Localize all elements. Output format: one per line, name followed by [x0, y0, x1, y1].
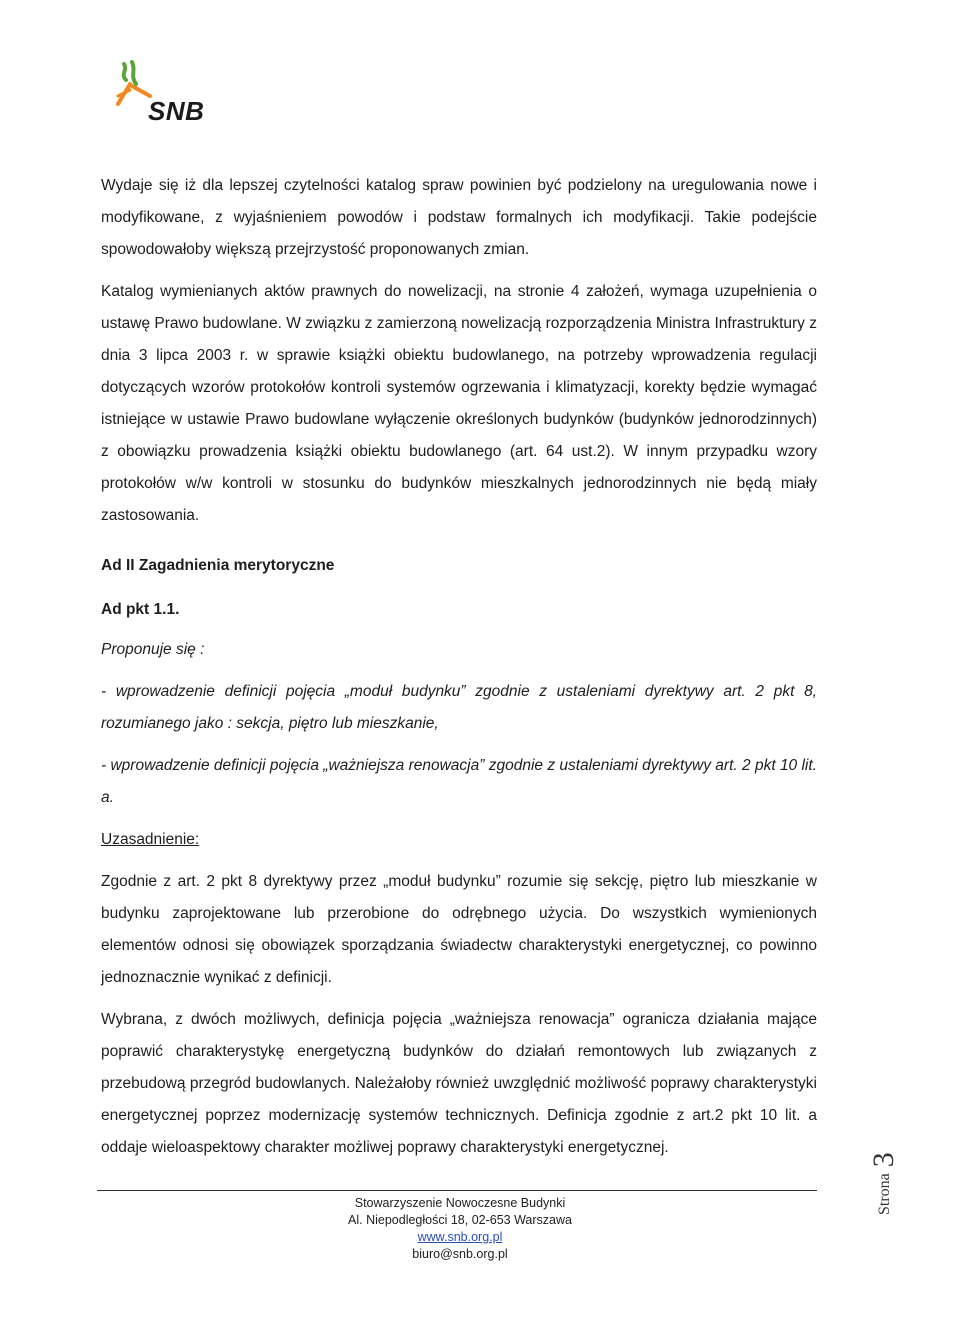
- proposal-item-1: - wprowadzenie definicji pojęcia „moduł budynku” zgodnie z ustaleniami dyrektywy art. 2 pkt 8, rozumianego jako : sekcja, piętro lub mieszkanie,: [101, 683, 817, 732]
- footer-divider: [97, 1190, 817, 1191]
- footer-email: biuro@snb.org.pl: [412, 1247, 508, 1261]
- justification-paragraph-1: Zgodnie z art. 2 pkt 8 dyrektywy przez „moduł budynku” rozumie się sekcję, piętro lub mieszkanie w budynku zaprojektowane lub przerobione do odrębnego użycia. Do wszystkich wymienionych elementów odnosi się obowiązek sporządzania świadectw charakterystyki energetycznej, co powinno jednoznacznie wynikać z definicji.: [101, 873, 817, 986]
- proposal-label: Proponuje się :: [101, 641, 205, 658]
- section-heading: Ad II Zagadnienia merytoryczne: [101, 557, 335, 574]
- document-body: [101, 170, 817, 1174]
- page-label: Strona: [876, 1173, 893, 1215]
- page-number-value: 3: [867, 1152, 900, 1168]
- footer: [300, 1195, 620, 1263]
- paragraph-1: Wydaje się iż dla lepszej czytelności katalog spraw powinien być podzielony na uregulowania nowe i modyfikowane, z wyjaśnieniem powodów i podstaw formalnych ich modyfikacji. Takie podejście spowodowałoby większą przejrzystość proponowanych zmian.: [101, 177, 817, 258]
- justification-label: Uzasadnienie:: [101, 831, 200, 848]
- footer-website-link[interactable]: www.snb.org.pl: [417, 1230, 503, 1244]
- footer-org: Stowarzyszenie Nowoczesne Budynki: [354, 1196, 566, 1210]
- paragraph-2: Katalog wymienianych aktów prawnych do nowelizacji, na stronie 4 założeń, wymaga uzupełnienia o ustawę Prawo budowlane. W związku z zamierzoną nowelizacją rozporządzenia Ministra Infrastruktury z dnia 3 lipca 2003 r. w sprawie książki obiektu budowlanego, na potrzeby wprowadzenia regulacji dotyczących wzorów protokołów kontroli systemów ogrzewania i klimatyzacji, korekty będzie wymagać istniejące w ustawie Prawo budowlane wyłączenie określonych budynków (budynków jednorodzinnych) z obowiązku prowadzenia książki obiektu budowlanego (art. 64 ust.2). W innym przypadku wzory protokołów w/w kontroli w stosunku do budynków mieszkalnych jednorodzinnych nie będą miały zastosowania.: [101, 283, 817, 524]
- subheading: Ad pkt 1.1.: [101, 601, 180, 618]
- logo-text: SNB: [148, 96, 205, 126]
- justification-paragraph-2: Wybrana, z dwóch możliwych, definicja pojęcia „ważniejsza renowacja” ogranicza działania mające poprawić charakterystykę energetyczną budynków do działań remontowych lub związanych z przebudową przegród budowlanych. Należałoby również uwzględnić możliwość poprawy charakterystyki energetycznej poprzez modernizację systemów technicznych. Definicja zgodnie z art.2 pkt 10 lit. a oddaje wieloaspektowy charakter możliwej poprawy charakterystyki energetycznej.: [101, 1011, 817, 1156]
- proposal-item-2: - wprowadzenie definicji pojęcia „ważniejsza renowacja” zgodnie z ustaleniami dyrektywy art. 2 pkt 10 lit. a.: [101, 757, 817, 806]
- footer-address: Al. Niepodległości 18, 02-653 Warszawa: [348, 1213, 572, 1227]
- snb-logo: [110, 60, 230, 130]
- page-number: [865, 1115, 900, 1215]
